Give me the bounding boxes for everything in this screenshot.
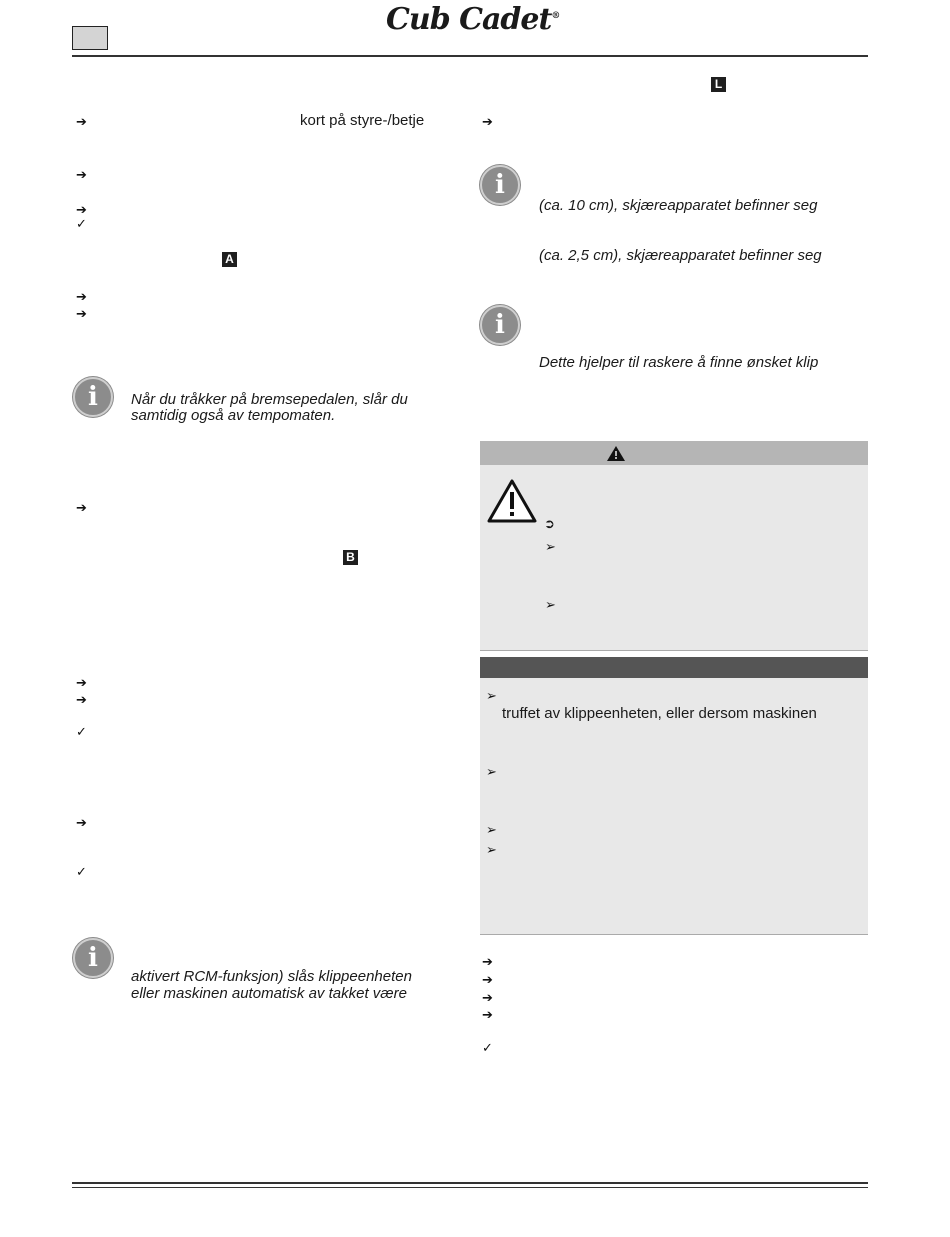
- circle-arrow-icon: ➲: [544, 516, 555, 531]
- note-2-line-1: aktivert RCM-funksjon) slås klippeenheten: [131, 968, 412, 985]
- warning-box: [480, 441, 868, 651]
- arrow-right-icon: ➔: [76, 114, 87, 129]
- figure-label-a: A: [222, 252, 237, 267]
- figure-label-b: B: [343, 550, 358, 565]
- note-help: Dette hjelper til raskere å finne ønsket klip: [539, 354, 819, 371]
- note-1-line-2: samtidig også av tempomaten.: [131, 407, 336, 424]
- brand-name: Cub Cadet: [386, 2, 552, 37]
- header-rule: [72, 55, 868, 57]
- checkmark-icon: ✓: [76, 216, 87, 231]
- safety-box: [480, 657, 868, 935]
- left-line-1: kort på styre-/betje: [300, 112, 425, 129]
- arrowhead-bullet-icon: ➢: [486, 822, 497, 837]
- arrow-right-icon: ➔: [76, 167, 87, 182]
- figure-label-l: L: [711, 77, 726, 92]
- arrow-right-icon: ➔: [76, 500, 87, 515]
- safety-line: truffet av klippeenheten, eller dersom maskinen: [502, 705, 817, 722]
- arrowhead-bullet-icon: ➢: [545, 597, 556, 612]
- arrowhead-bullet-icon: ➢: [486, 688, 497, 703]
- arrowhead-bullet-icon: ➢: [545, 539, 556, 554]
- note-1-line-1: Når du tråkker på bremsepedalen, slår du: [131, 391, 408, 408]
- info-icon: i: [480, 305, 520, 345]
- safety-header: [480, 657, 868, 678]
- arrow-right-icon: ➔: [76, 815, 87, 830]
- checkmark-icon: ✓: [76, 724, 87, 739]
- note-height-2: (ca. 2,5 cm), skjæreapparatet befinner seg: [539, 247, 822, 264]
- arrow-right-icon: ➔: [482, 114, 493, 129]
- warning-triangle-icon: [486, 478, 538, 524]
- warning-header: [480, 441, 868, 465]
- checkmark-icon: ✓: [76, 864, 87, 879]
- arrowhead-bullet-icon: ➢: [486, 764, 497, 779]
- warning-triangle-icon: [606, 445, 626, 462]
- info-icon: i: [73, 377, 113, 417]
- brand-registered-mark: ®: [551, 11, 561, 21]
- note-2-line-2: eller maskinen automatisk av takket være: [131, 985, 407, 1002]
- info-icon: i: [73, 938, 113, 978]
- arrow-right-icon: ➔: [76, 692, 87, 707]
- arrow-right-icon: ➔: [76, 675, 87, 690]
- brand-logo: [386, 2, 560, 37]
- info-icon: i: [480, 165, 520, 205]
- language-box: [72, 26, 108, 50]
- footer-rule: [72, 1182, 868, 1184]
- footer-rule-thin: [72, 1187, 868, 1188]
- arrow-right-icon: ➔: [76, 306, 87, 321]
- arrow-right-icon: ➔: [482, 954, 493, 969]
- arrow-right-icon: ➔: [482, 972, 493, 987]
- arrow-right-icon: ➔: [76, 202, 87, 217]
- arrowhead-bullet-icon: ➢: [486, 842, 497, 857]
- arrow-right-icon: ➔: [76, 289, 87, 304]
- arrow-right-icon: ➔: [482, 1007, 493, 1022]
- arrow-right-icon: ➔: [482, 990, 493, 1005]
- checkmark-icon: ✓: [482, 1040, 493, 1055]
- note-height-1: (ca. 10 cm), skjæreapparatet befinner seg: [539, 197, 818, 214]
